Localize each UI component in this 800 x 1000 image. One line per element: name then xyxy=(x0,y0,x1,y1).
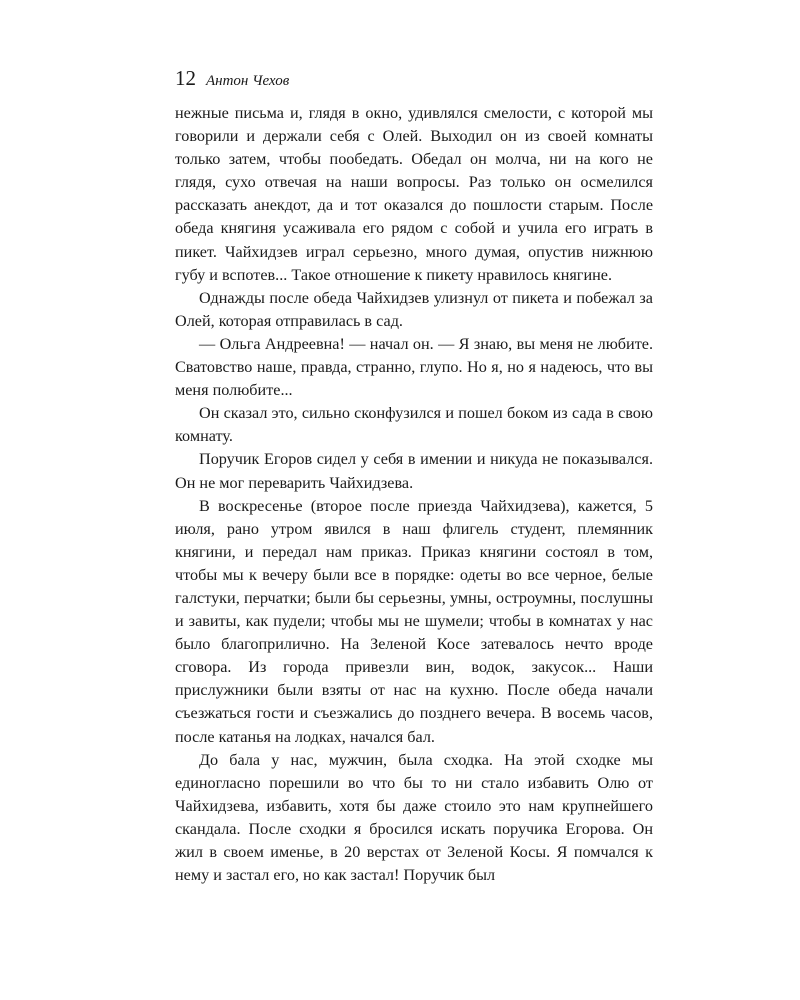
paragraph-6: В воскресенье (второе после приезда Чайхидзева), кажется, 5 июля, рано утром явился в наш флигель студент, племянник княгини, и передал нам приказ. Приказ княгини состоял в том, чтобы мы к вечеру были все в порядке: одеты во все черное, белые галстуки, перчатки; были бы серьезны, умны, остроумны, послушны и завиты, как пудели; чтобы мы не шумели; чтобы в комнатах у нас было благоприлично. На Зеленой Косе затевалось нечто вроде сговора. Из города привезли вин, водок, закусок... Наши прислужники были взяты от нас на кухню. После обеда начали съезжаться гости и съезжались до позднего вечера. В восемь часов, после катанья на лодках, начался бал. xyxy=(175,496,653,746)
paragraph-3: — Ольга Андреевна! — начал он. — Я знаю, вы меня не любите. Сватовство наше, правда, странно, глупо. Но я, но я надеюсь, что вы меня полюбите... xyxy=(175,334,653,400)
paragraph-5: Поручик Егоров сидел у себя в имении и никуда не показывался. Он не мог переварить Чайхидзева. xyxy=(175,450,653,492)
paragraph-1: нежные письма и, глядя в окно, удивлялся смелости, с которой мы говорили и держали себя с Олей. Выходил он из своей комнаты только затем, чтобы пообедать. Обедал он молча, ни на кого не глядя, сухо отвечая на наши вопросы. Раз только он осмелился рассказать анекдот, да и тот оказался до пошлости старым. После обеда княгиня усаживала его рядом с собой и учила его играть в пикет. Чайхидзев играл серьезно, много думая, опустив нижнюю губу и вспотев... Такое отношение к пикету нравилось княгине. xyxy=(175,104,653,284)
running-head xyxy=(175,66,289,90)
paragraph-7: До бала у нас, мужчин, была сходка. На этой сходке мы единогласно порешили во что бы то ни стало избавить Олю от Чайхидзева, избавить, хотя бы даже стоило это нам крупнейшего скандала. После сходки я бросился искать поручика Егорова. Он жил в своем именье, в 20 верстах от Зеленой Косы. Я помчался к нему и застал его, но как застал! Поручик был xyxy=(175,750,653,885)
running-title: Антон Чехов xyxy=(206,73,290,89)
paragraph-2: Однажды после обеда Чайхидзев улизнул от пикета и побежал за Олей, которая отправилась в сад. xyxy=(175,288,653,330)
page-number: 12 xyxy=(175,66,196,90)
paragraph-4: Он сказал это, сильно сконфузился и пошел боком из сада в свою комнату. xyxy=(175,404,653,446)
body-text xyxy=(175,102,653,887)
